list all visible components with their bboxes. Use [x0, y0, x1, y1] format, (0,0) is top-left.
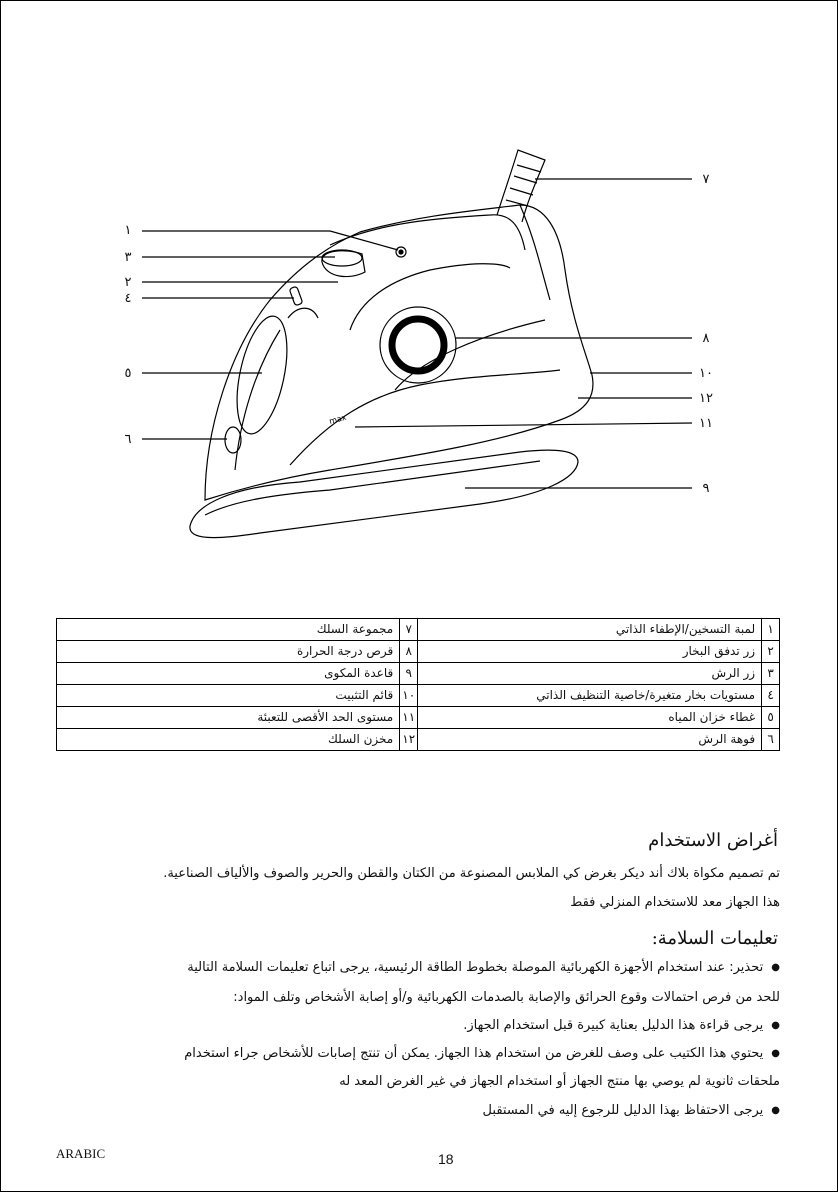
callout-1: ١ [124, 223, 132, 238]
part-name: قرص درجة الحرارة [57, 641, 400, 663]
callout-8: ٨ [702, 331, 710, 346]
safety-bullet-3 [184, 1046, 780, 1061]
callout-12: ١٢ [699, 391, 713, 406]
part-number: ١١ [400, 707, 418, 729]
parts-table [56, 618, 780, 751]
table-row [57, 729, 780, 751]
callout-4: ٤ [124, 291, 132, 306]
steam-selector [289, 286, 303, 306]
callout-6: ٦ [124, 432, 132, 447]
part-name: غطاء خزان المياه [418, 707, 762, 729]
safety-bullet-3-cont: ملحقات ثانوية لم يوصي بها منتج الجهاز أو استخدام الجهاز في غير الغرض المعد له [339, 1074, 780, 1089]
part-number: ١٠ [400, 685, 418, 707]
part-number: ٢ [762, 641, 780, 663]
part-number: ٦ [762, 729, 780, 751]
part-name: لمبة التسخين/الإطفاء الذاتي [418, 619, 762, 641]
table-row [57, 619, 780, 641]
part-name: مجموعة السلك [57, 619, 400, 641]
table-row [57, 663, 780, 685]
cord-set [497, 150, 545, 222]
part-name: مستوى الحد الأقصى للتعبئة [57, 707, 400, 729]
table-row [57, 641, 780, 663]
page-number: 18 [438, 1151, 454, 1167]
water-tank-cap [228, 312, 296, 439]
iron-body [205, 205, 593, 500]
leader-11 [355, 423, 692, 427]
callout-10: ١٠ [699, 366, 713, 381]
bullet-text: يحتوي هذا الكتيب على وصف للغرض من استخدام هذا الجهاز. يمكن أن تنتج إصابات للأشخاص جراء استخدام [184, 1046, 764, 1061]
part-number: ١ [762, 619, 780, 641]
callout-9: ٩ [702, 481, 710, 496]
part-number: ٨ [400, 641, 418, 663]
max-fill-mark: max [328, 412, 348, 426]
part-number: ١٢ [400, 729, 418, 751]
safety-bullet-1-cont: للحد من فرص احتمالات وقوع الحرائق والإصابة بالصدمات الكهربائية و/أو إصابة الأشخاص وتلف المواد: [233, 990, 780, 1005]
part-number: ٧ [400, 619, 418, 641]
usage-heading: أغراض الاستخدام [648, 830, 778, 851]
safety-bullet-1 [187, 960, 780, 975]
usage-line-2: هذا الجهاز معد للاستخدام المنزلي فقط [570, 895, 780, 910]
callout-5: ٥ [124, 366, 132, 381]
callout-11: ١١ [699, 416, 713, 431]
safety-heading: تعليمات السلامة: [651, 928, 778, 949]
part-name: مستويات بخار متغيرة/خاصية التنظيف الذاتي [418, 685, 762, 707]
safety-bullet-4 [483, 1103, 780, 1118]
footer-language: ARABIC [56, 1146, 106, 1161]
part-name: قائم التثبيت [57, 685, 400, 707]
part-number: ٤ [762, 685, 780, 707]
part-name: فوهة الرش [418, 729, 762, 751]
bullet-text: يرجى الاحتفاظ بهذا الدليل للرجوع إليه في المستقبل [482, 1103, 764, 1118]
table-row [57, 685, 780, 707]
table-row [57, 707, 780, 729]
part-name: مخزن السلك [57, 729, 400, 751]
part-number: ٣ [762, 663, 780, 685]
usage-line-1: تم تصميم مكواة بلاك أند ديكر بغرض كي الملابس المصنوعة من الكتان والقطن والحرير والصوف والألياف الصناعية. [163, 866, 780, 881]
part-number: ٩ [400, 663, 418, 685]
part-name: زر تدفق البخار [418, 641, 762, 663]
bullet-text: يرجى قراءة هذا الدليل بعناية كبيرة قبل استخدام الجهاز. [463, 1018, 764, 1033]
part-number: ٥ [762, 707, 780, 729]
bullet-text: تحذير: عند استخدام الأجهزة الكهربائية الموصلة بخطوط الطاقة الرئيسية، يرجى اتباع تعليمات السلامة التالية [187, 960, 764, 975]
part-name: قاعدة المكوى [57, 663, 400, 685]
safety-bullet-2 [463, 1018, 780, 1033]
callout-7: ٧ [702, 172, 710, 187]
part-name: زر الرش [418, 663, 762, 685]
callout-3: ٣ [124, 250, 132, 265]
callout-2: ٢ [124, 275, 132, 290]
